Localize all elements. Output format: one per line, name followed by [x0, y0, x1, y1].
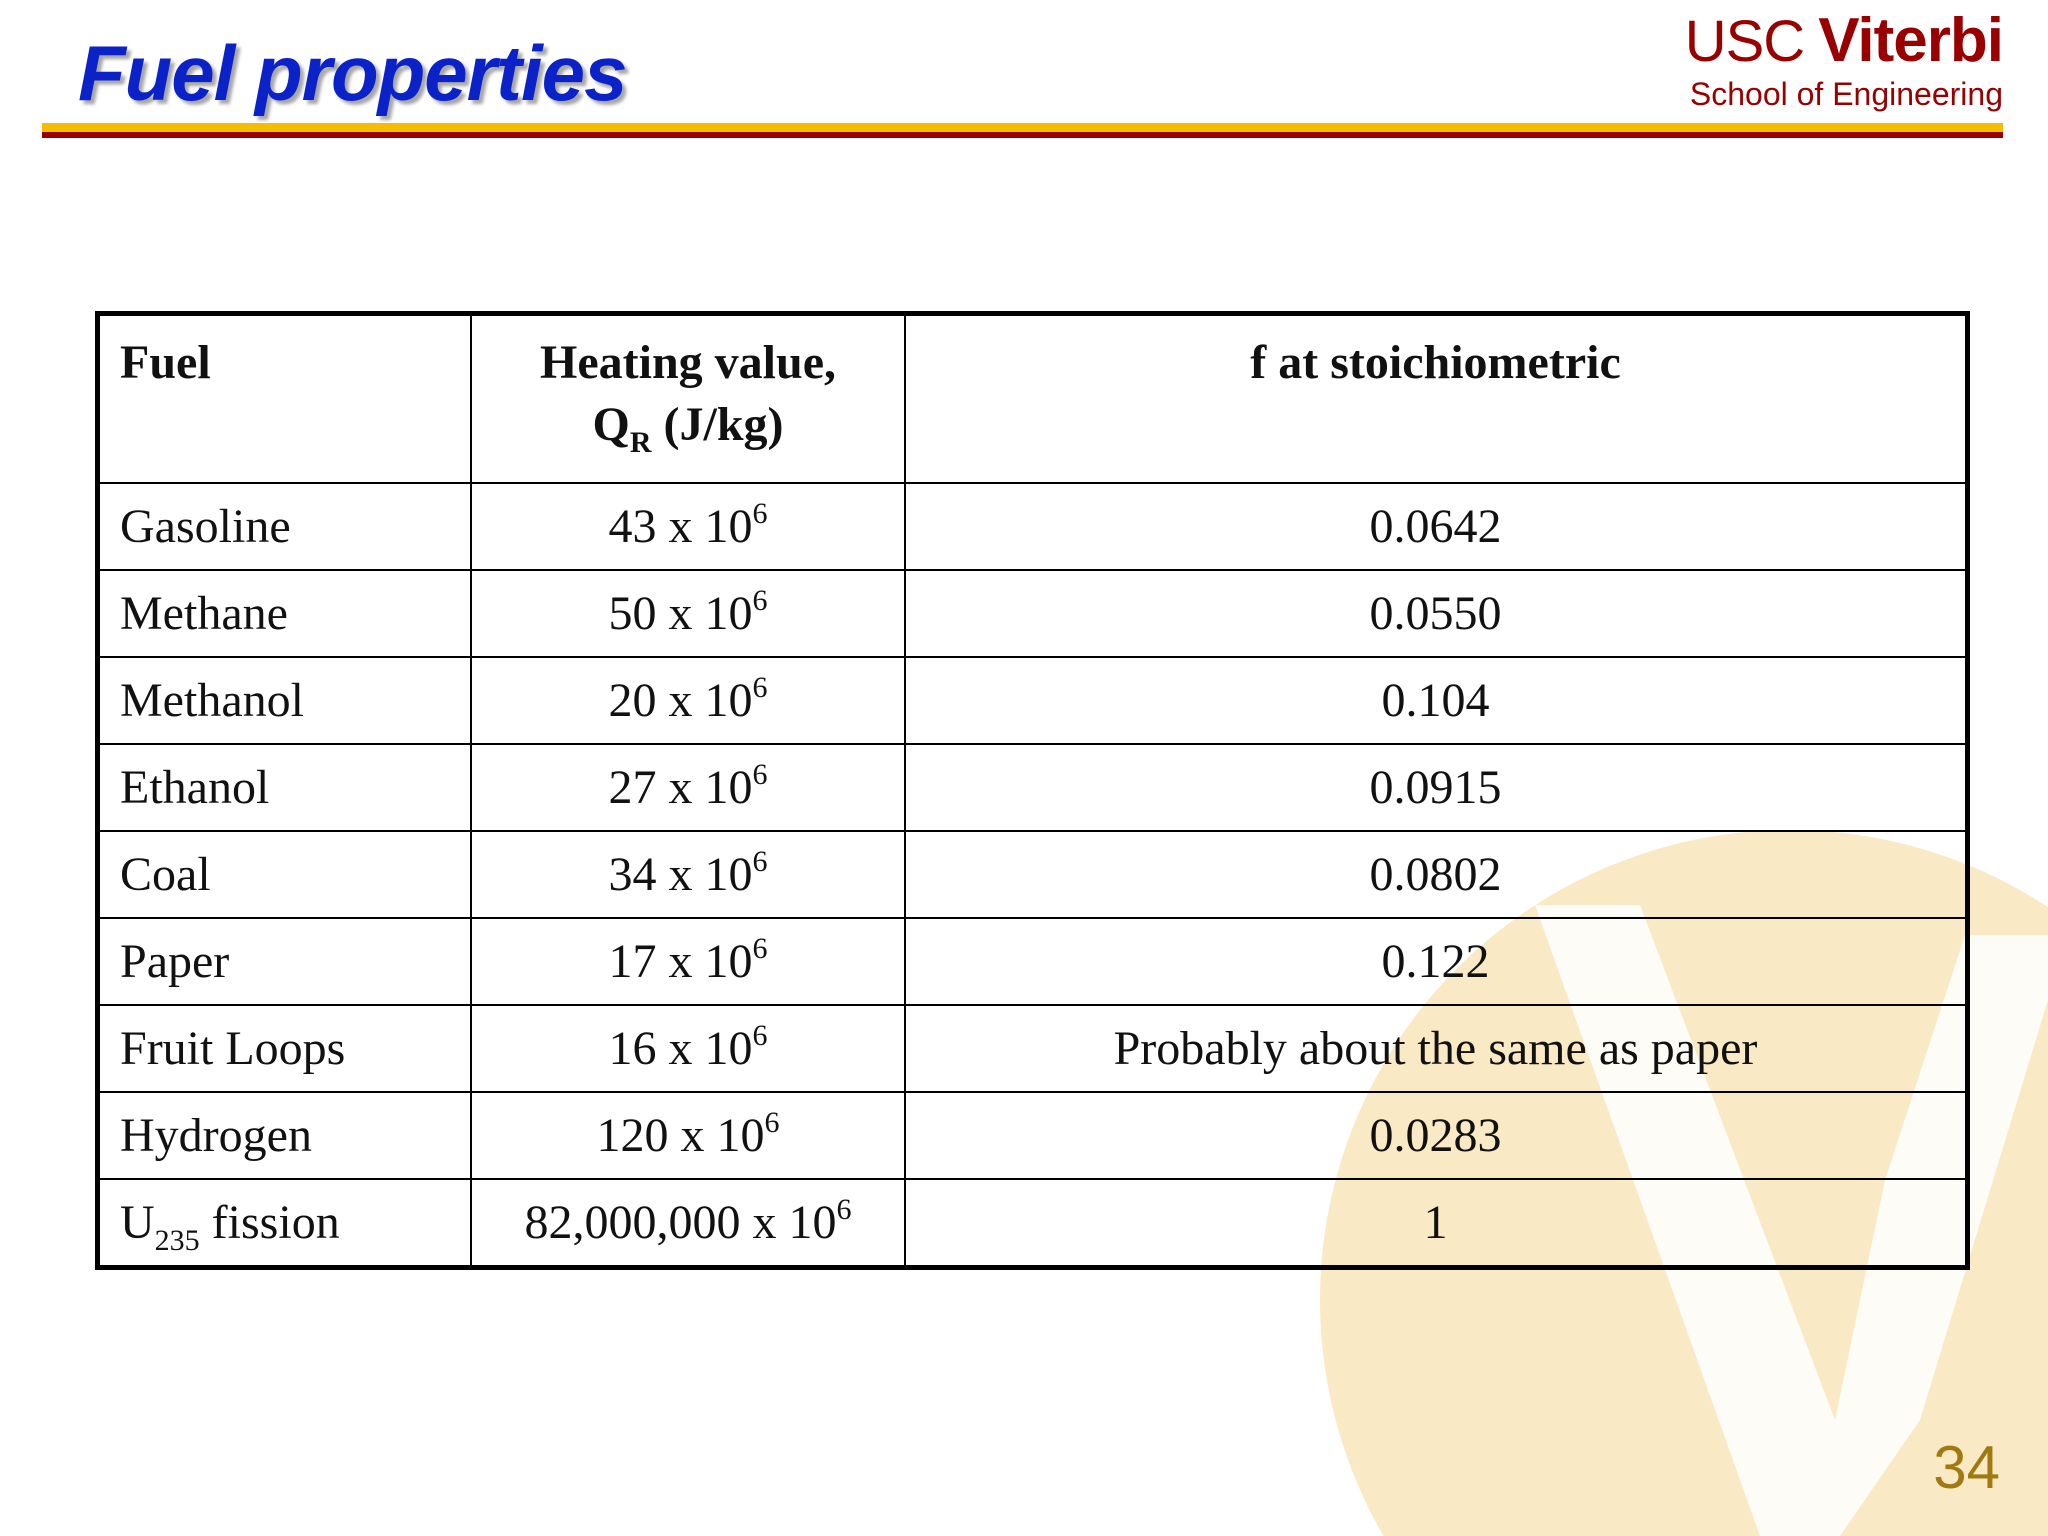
fuel-name: Paper: [120, 934, 230, 988]
table-row: [98, 1179, 1968, 1268]
logo-wordmark: [1684, 6, 2003, 75]
cell-f-stoichiometric: 0.0915: [905, 744, 1968, 831]
cell-fuel: [98, 1179, 472, 1268]
cell-f-stoichiometric: 0.122: [905, 918, 1968, 1005]
logo-school-of-engineering: School of Engineering: [1689, 76, 2003, 112]
heating-value-exponent: 6: [752, 670, 768, 704]
fuel-properties-table: [95, 311, 1970, 1270]
cell-f-stoichiometric: 0.104: [905, 657, 1968, 744]
header-q-subscript: R: [629, 426, 652, 460]
cell-f-stoichiometric: 0.0283: [905, 1092, 1968, 1179]
cell-f-stoichiometric: 0.0802: [905, 831, 1968, 918]
cell-f-stoichiometric: 0.0550: [905, 570, 1968, 657]
cell-heating-value: [471, 570, 905, 657]
title-divider-red: [42, 132, 2003, 138]
fuel-name: U: [120, 1195, 155, 1249]
fuel-name-subscript: 235: [154, 1223, 200, 1257]
heating-value-exponent: 6: [752, 757, 768, 791]
fuel-name: Hydrogen: [120, 1108, 312, 1162]
cell-heating-value: [471, 1092, 905, 1179]
slide-number: 34: [1933, 1434, 2000, 1501]
heating-value-mantissa: 43 x 10: [608, 499, 753, 553]
cell-fuel: [98, 744, 472, 831]
table-body: [98, 483, 1968, 1268]
header-heating-value-line1: Heating value,: [540, 336, 836, 389]
cell-fuel: [98, 657, 472, 744]
usc-viterbi-logo: [1684, 6, 2003, 113]
fuel-name: Coal: [120, 847, 211, 901]
cell-fuel: [98, 483, 472, 570]
heating-value-exponent: 6: [836, 1192, 852, 1226]
cell-heating-value: [471, 918, 905, 1005]
header-q-symbol: Q: [592, 398, 630, 452]
logo-usc: USC: [1684, 9, 1805, 74]
cell-f-stoichiometric: Probably about the same as paper: [905, 1005, 1968, 1092]
heating-value-mantissa: 27 x 10: [608, 760, 753, 814]
fuel-name: Gasoline: [120, 499, 291, 553]
table-row: [98, 657, 1968, 744]
table-header-row: [98, 314, 1968, 484]
heating-value-mantissa: 16 x 10: [608, 1021, 753, 1075]
cell-heating-value: [471, 831, 905, 918]
logo-viterbi: Viterbi: [1818, 6, 2003, 75]
heating-value-mantissa: 34 x 10: [608, 847, 753, 901]
heating-value-exponent: 6: [752, 583, 768, 617]
cell-heating-value: [471, 1179, 905, 1268]
heating-value-mantissa: 17 x 10: [608, 934, 753, 988]
table-row: [98, 570, 1968, 657]
fuel-name-rest: fission: [199, 1195, 340, 1249]
heating-value-exponent: 6: [752, 844, 768, 878]
heating-value-mantissa: 82,000,000 x 10: [524, 1195, 837, 1249]
fuel-name: Methanol: [120, 673, 304, 727]
header-heating-value-line2: [492, 394, 884, 460]
table-row: [98, 483, 1968, 570]
heating-value-exponent: 6: [764, 1105, 780, 1139]
header-units: (J/kg): [651, 398, 784, 452]
slide-title: Fuel properties: [78, 29, 627, 117]
heating-value-mantissa: 50 x 10: [608, 586, 753, 640]
cell-heating-value: [471, 1005, 905, 1092]
heating-value-exponent: 6: [752, 1018, 768, 1052]
table-row: [98, 831, 1968, 918]
fuel-name: Methane: [120, 586, 288, 640]
header-f-stoichiometric: f at stoichiometric: [905, 314, 1968, 484]
fuel-name: Fruit Loops: [120, 1021, 346, 1075]
header-fuel: Fuel: [98, 314, 472, 484]
cell-fuel: [98, 831, 472, 918]
cell-heating-value: [471, 483, 905, 570]
cell-fuel: [98, 1005, 472, 1092]
table-row: [98, 1005, 1968, 1092]
heating-value-mantissa: 20 x 10: [608, 673, 753, 727]
fuel-name: Ethanol: [120, 760, 270, 814]
table-row: [98, 918, 1968, 1005]
table-row: [98, 744, 1968, 831]
heating-value-exponent: 6: [752, 496, 768, 530]
cell-fuel: [98, 918, 472, 1005]
cell-heating-value: [471, 657, 905, 744]
title-divider: [42, 123, 2003, 138]
cell-fuel: [98, 1092, 472, 1179]
cell-f-stoichiometric: 0.0642: [905, 483, 1968, 570]
title-divider-gold: [42, 123, 2003, 132]
cell-fuel: [98, 570, 472, 657]
table-row: [98, 1092, 1968, 1179]
cell-f-stoichiometric: 1: [905, 1179, 1968, 1268]
heating-value-mantissa: 120 x 10: [596, 1108, 765, 1162]
heating-value-exponent: 6: [752, 931, 768, 965]
cell-heating-value: [471, 744, 905, 831]
header-heating-value: [471, 314, 905, 484]
